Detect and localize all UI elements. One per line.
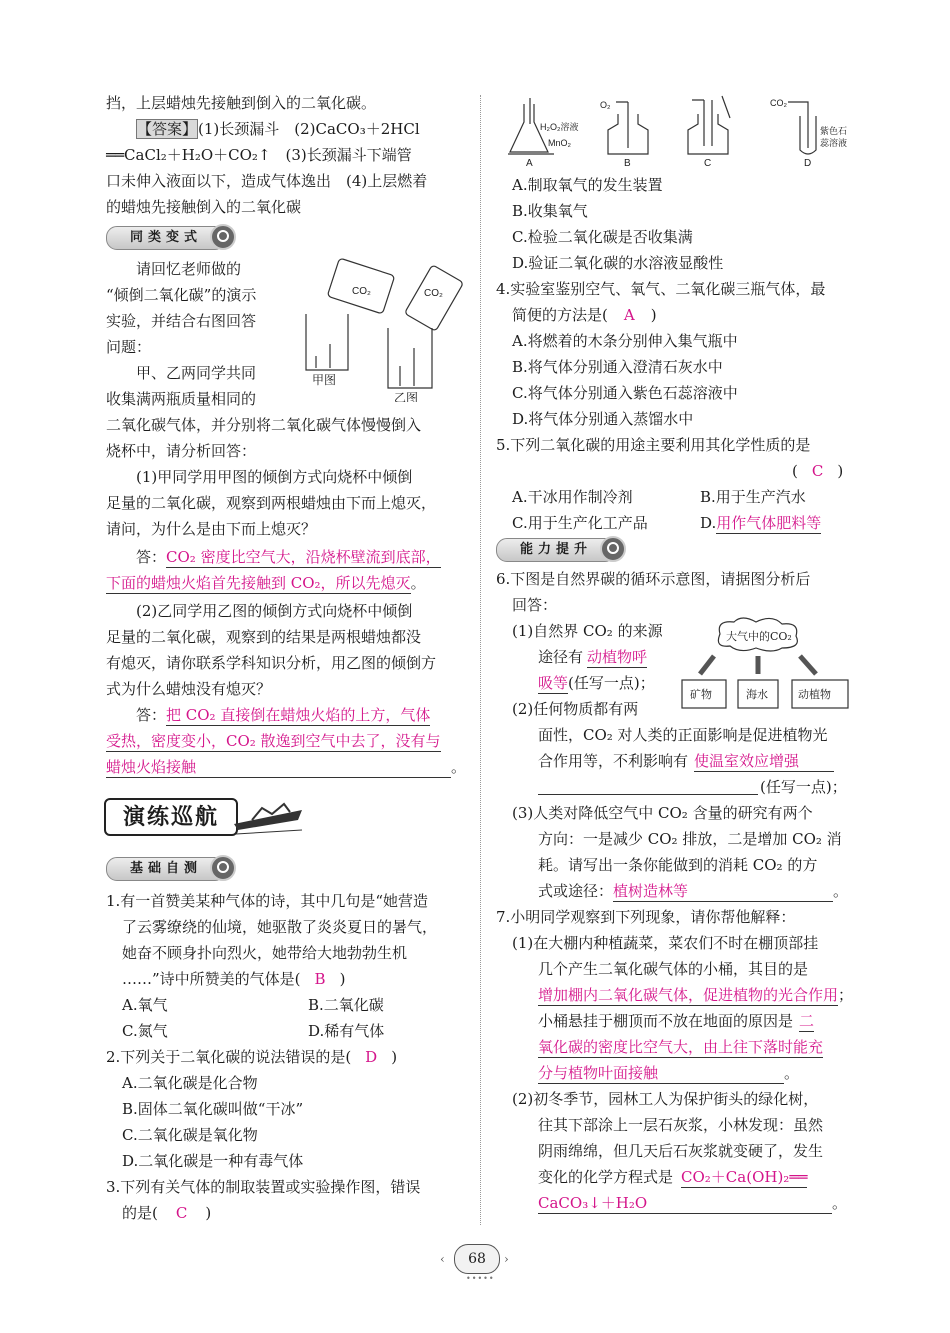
answer-tag: 【答案】	[137, 120, 198, 138]
answer-text: 增加棚内二氧化碳气体，促进植物的光合作用	[538, 986, 839, 1004]
option: C.氮气	[122, 1022, 168, 1040]
option: C.二氧化碳是氧化物	[122, 1126, 258, 1144]
option: D.稀有气体	[308, 1022, 385, 1040]
label-co2-jia: CO₂	[352, 286, 371, 297]
answer-line	[538, 1166, 807, 1188]
ship-icon	[232, 790, 304, 836]
text: (1)长颈漏斗 (2)CaCO₃＋2HCl	[198, 120, 420, 138]
choice-answer: D	[365, 1048, 378, 1066]
text-line: 6.下图是自然界碳的循环示意图，请据图分析后	[496, 570, 811, 588]
paren: (	[792, 462, 798, 480]
answer-line	[538, 750, 834, 772]
label-sea: 海水	[746, 688, 768, 701]
paren: )	[650, 306, 657, 324]
option: A.干冰用作制冷剂	[512, 488, 633, 506]
answer-text: 蜡烛火焰接触	[106, 758, 451, 778]
option: B.二氧化碳	[308, 996, 384, 1014]
text-line: 收集满两瓶质量相同的	[106, 390, 257, 408]
text: 简便的方法是(	[512, 306, 608, 324]
choice-answer: C	[175, 1204, 188, 1222]
carbon-cycle-diagram	[676, 616, 856, 716]
paren: )	[339, 970, 346, 988]
beaker-yi	[388, 328, 432, 388]
text-line: 足量的二氧化碳，观察到的结果是两根蜡烛都没	[106, 628, 422, 646]
section-label: 同类变式	[106, 226, 226, 250]
text-line: 7.小明同学观察到下列现象，请你帮他解释：	[496, 908, 796, 926]
text-line: (1)甲同学用甲图的倾倒方式向烧杯中倾倒	[136, 468, 413, 486]
text-line: 实验，并结合右图回答	[106, 312, 257, 330]
banner-title: 演练巡航	[104, 798, 238, 836]
text-line: ══CaCl₂＋H₂O＋CO₂↑ (3)长颈漏斗下端管	[106, 146, 412, 164]
text: ……”诗中所赞美的气体是(	[122, 970, 301, 988]
text-line: 二氧化碳气体，并分别将二氧化碳气体慢慢倒入	[106, 416, 422, 434]
answer-line	[136, 704, 430, 726]
answer-block	[136, 118, 420, 140]
text-line: 有熄灭，请你联系学科知识分析，用乙图的倾倒方	[106, 654, 437, 672]
option: D.二氧化碳是一种有毒气体	[122, 1152, 304, 1170]
answer-text: CO₂ 密度比空气大，沿烧杯壁流到底部，	[166, 548, 441, 566]
text-line: 了云雾缭绕的仙境，她驱散了炎炎夏日的暑气，	[122, 918, 438, 936]
answer-text: 下面的蜡烛火焰首先接触到 CO₂，所以先熄灭	[106, 574, 411, 592]
text-line: 的蜡烛先接触倒入的二氧化碳	[106, 198, 302, 216]
label-life: 动植物	[798, 688, 831, 701]
text-line: (2)任何物质都有两	[512, 700, 639, 718]
answer-line	[538, 672, 655, 694]
text-line: 挡，上层蜡烛先接触到倒入的二氧化碳。	[106, 94, 377, 112]
option: A.制取氧气的发生装置	[512, 176, 663, 194]
page-number-badge	[440, 1242, 509, 1283]
period: 。	[784, 1064, 800, 1082]
paren: )	[205, 1204, 212, 1222]
answer-text: 受热，密度变小，CO₂ 散逸到空气中去了，没有与	[106, 732, 441, 750]
paren: )	[837, 462, 844, 480]
period: 。	[832, 1194, 848, 1212]
option: D.将气体分别通入蒸馏水中	[512, 410, 694, 428]
answer-text: 吸等	[538, 674, 569, 692]
choice-answer: A	[623, 306, 635, 324]
label-yi: 乙图	[394, 391, 419, 402]
option: B.用于生产汽水	[700, 488, 806, 506]
text: 合作用等，不利影响有	[538, 752, 689, 770]
label-litmus2: 蕊溶液	[820, 138, 848, 148]
option: C.用于生产化工产品	[512, 514, 648, 532]
bottle-c	[688, 114, 728, 154]
answer-text: 分与植物叶面接触	[538, 1064, 784, 1084]
question-line	[792, 460, 843, 482]
text-line: 4.实验室鉴别空气、氧气、二氧化碳三瓶气体，最	[496, 280, 826, 298]
answer-text: 使温室效应增强	[694, 752, 834, 772]
text-line: 1.有一首赞美某种气体的诗，其中几句是“她营造	[106, 892, 428, 910]
option: B.收集氧气	[512, 202, 588, 220]
magnifier-icon	[210, 855, 236, 881]
practice-banner	[104, 790, 304, 840]
answer-line	[538, 646, 647, 668]
label-mno2: MnO₂	[548, 138, 571, 148]
page-number: 68	[454, 1244, 500, 1274]
answer-line	[538, 1010, 814, 1032]
answer-text: CO₂＋Ca(OH)₂══	[681, 1168, 808, 1186]
choice-answer: B	[314, 970, 326, 988]
label-h2o2: H₂O₂溶液	[540, 122, 579, 132]
text-line: 请回忆老师做的	[136, 260, 242, 278]
text-line: (1)在大棚内种植蔬菜，菜农们不时在棚顶部挂	[512, 934, 819, 952]
text-line: 甲、乙两同学共同	[136, 364, 257, 382]
question-line	[512, 304, 657, 326]
label-jia: 甲图	[312, 373, 337, 387]
text-line: (3)人类对降低空气中 CO₂ 含量的研究有两个	[512, 804, 813, 822]
answer-text: CaCO₃↓＋H₂O	[538, 1194, 832, 1214]
text: 变化的化学方程式是	[538, 1168, 674, 1186]
answer-text: 二	[799, 1012, 815, 1030]
text-line: (2)初冬季节，园林工人为保护街头的绿化树，	[512, 1090, 819, 1108]
option: A.二氧化碳是化合物	[122, 1074, 258, 1092]
option: D.验证二氧化碳的水溶液显酸性	[512, 254, 724, 272]
option: A.将燃着的木条分别伸入集气瓶中	[512, 332, 738, 350]
text-line: 5.下列二氧化碳的用途主要利用其化学性质的是	[496, 436, 811, 454]
answer-line	[136, 546, 441, 568]
answer-line	[538, 1192, 847, 1214]
text-line: 烧杯中，请分析回答：	[106, 442, 257, 460]
text-line: 方向：一是减少 CO₂ 排放，二是增加 CO₂ 消	[538, 830, 842, 848]
option: A.氧气	[122, 996, 168, 1014]
apparatus-figure	[508, 94, 868, 170]
option	[700, 512, 821, 534]
option: C.检验二氧化碳是否收集满	[512, 228, 693, 246]
text-line: 几个产生二氧化碳气体的小桶，其目的是	[538, 960, 809, 978]
text-line: (任写一点)；	[760, 778, 847, 796]
option: B.固体二氧化碳叫做“干冰”	[122, 1100, 304, 1118]
dots-decoration: •••••	[466, 1274, 495, 1283]
label-B: B	[624, 158, 631, 169]
text-line: 口未伸入液面以下，造成气体逸出 (4)上层燃着	[106, 172, 428, 190]
magnifier-icon	[210, 224, 236, 250]
text-line: “倾倒二氧化碳”的演示	[106, 286, 257, 304]
question-line	[122, 968, 345, 990]
answer-text: 把 CO₂ 直接倒在蜡烛火焰的上方，气体	[166, 706, 431, 724]
text: 2.下列关于二氧化碳的说法错误的是(	[106, 1048, 352, 1066]
beaker-jia	[306, 314, 348, 370]
option: B.将气体分别通入澄清石灰水中	[512, 358, 723, 376]
paren: )	[391, 1048, 398, 1066]
text-line: 回答：	[512, 596, 558, 614]
text-line: 往其下部涂上一层石灰浆，小林发现：虽然	[538, 1116, 824, 1134]
text: 式或途径：	[538, 882, 614, 900]
text: (任写一点)；	[568, 674, 655, 692]
answer-text: 氧化碳的密度比空气大，由上往下落时能充	[538, 1038, 824, 1056]
answer-label: 答：	[136, 706, 167, 724]
answer-text: 动植物呼	[587, 648, 648, 666]
label-co2: CO₂	[770, 98, 787, 108]
section-label: 能力提升	[496, 538, 616, 562]
blank-line	[538, 794, 758, 795]
text-line: 请问，为什么是由下而上熄灭？	[106, 520, 317, 538]
text: 小桶悬挂于棚顶而不放在地面的原因是	[538, 1012, 794, 1030]
column-divider	[480, 95, 481, 1225]
period: 。	[451, 758, 467, 776]
answer-line	[538, 1036, 823, 1058]
answer-line	[538, 1062, 799, 1084]
answer-line	[106, 572, 426, 594]
chevron-left-icon: ‹	[440, 1252, 445, 1266]
answer-line	[538, 880, 848, 902]
label-o2: O₂	[600, 100, 611, 110]
label-mineral: 矿物	[690, 688, 712, 701]
punct: ；	[838, 986, 854, 1004]
text: 的是(	[122, 1204, 158, 1222]
text-line: 问题：	[106, 338, 152, 356]
label-A: A	[526, 158, 533, 169]
answer-line	[538, 984, 853, 1006]
answer-text: 用作气体肥料等	[716, 514, 822, 532]
answer-label: 答：	[136, 548, 167, 566]
answer-line	[106, 730, 441, 752]
chevron-right-icon: ›	[504, 1252, 509, 1266]
answer-text: 植树造林等	[613, 882, 833, 902]
question-line	[122, 1202, 211, 1224]
question-line	[106, 1046, 397, 1068]
text-line: 耗。请写出一条你能做到的消耗 CO₂ 的方	[538, 856, 818, 874]
period: 。	[833, 882, 849, 900]
text-line: 3.下列有关气体的制取装置或实验操作图，错误	[106, 1178, 421, 1196]
option: C.将气体分别通入紫色石蕊溶液中	[512, 384, 738, 402]
text-line: (2)乙同学用乙图的倾倒方式向烧杯中倾倒	[136, 602, 413, 620]
label-litmus: 紫色石	[820, 126, 848, 136]
choice-answer: C	[811, 462, 824, 480]
text-line: 阴雨绵绵，但几天后石灰浆就变硬了，发生	[538, 1142, 824, 1160]
text-line: 她奋不顾身扑向烈火，她带给大地勃勃生机	[122, 944, 408, 962]
section-label: 基础自测	[106, 857, 226, 881]
magnifier-icon	[600, 536, 626, 562]
label-air-co2: 大气中的CO₂	[726, 630, 792, 643]
text-line: (1)自然界 CO₂ 的来源	[512, 622, 663, 640]
period: 。	[410, 574, 426, 592]
label-C: C	[704, 158, 712, 169]
text-line: 面性，CO₂ 对人类的正面影响是促进植物光	[538, 726, 828, 744]
text-line: 式为什么蜡烛没有熄灭？	[106, 680, 272, 698]
pouring-co2-figure	[296, 252, 466, 402]
text: D.	[700, 514, 717, 532]
text: 途径有	[538, 648, 584, 666]
answer-line	[106, 756, 466, 778]
text-line: 足量的二氧化碳，观察到两根蜡烛由下而上熄灭，	[106, 494, 437, 512]
label-co2-yi: CO₂	[424, 288, 443, 299]
label-D: D	[804, 158, 812, 169]
